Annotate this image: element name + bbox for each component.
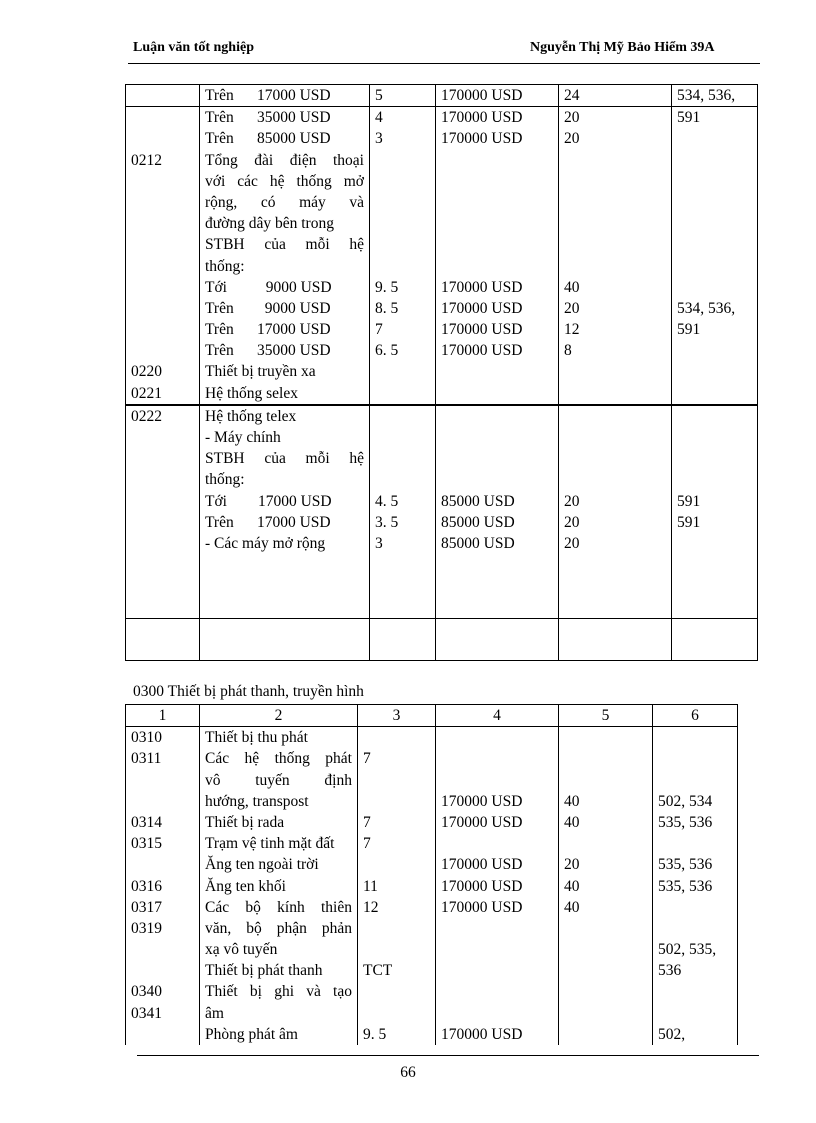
cell-empty	[126, 619, 200, 661]
cell-line	[564, 469, 666, 490]
cell-line	[564, 770, 647, 791]
cell-line: 591	[677, 321, 701, 339]
header-col-5: 5	[559, 705, 653, 727]
cell-line: 0314	[131, 813, 162, 831]
cell-line	[441, 833, 553, 854]
page-number: 66	[400, 1064, 416, 1081]
cell-line	[131, 448, 194, 469]
cell-line: 170000 USD	[441, 130, 523, 148]
cell-line	[441, 960, 553, 981]
cell-line	[658, 897, 732, 918]
cell-deductible: 24	[559, 85, 672, 107]
cell-line: 0340	[131, 983, 162, 1001]
cell-line: STBH của mỗi hệ	[205, 450, 364, 468]
cell-code	[126, 727, 200, 1045]
insurance-rate-table-continued	[125, 84, 758, 661]
cell-line: 20	[564, 513, 580, 531]
cell-line: 0317	[131, 898, 162, 916]
running-header-title: Luận văn tốt nghiệp	[133, 40, 254, 55]
broadcast-equipment-table	[125, 704, 738, 1045]
cell-line	[564, 1024, 647, 1045]
cell-line: 7	[363, 813, 371, 831]
cell-line	[131, 192, 194, 213]
cell-line	[131, 939, 194, 960]
cell-line: Hệ thống telex	[205, 407, 297, 425]
cell-line: Hệ thống selex	[205, 384, 298, 402]
cell-line	[564, 748, 647, 769]
cell-line: hướng, transpost	[205, 792, 309, 810]
header-col-4: 4	[436, 705, 559, 727]
cell-line	[441, 727, 553, 748]
cell-line: Trên 35000 USD	[205, 342, 331, 360]
cell-line: 9. 5	[363, 1025, 387, 1043]
cell-line	[658, 1003, 732, 1024]
cell-line: Thiết bị thu phát	[205, 729, 308, 747]
table-row	[126, 727, 738, 1045]
cell-line	[131, 256, 194, 277]
cell-line	[441, 256, 553, 277]
cell-line: 3. 5	[375, 513, 399, 531]
cell-deductible	[559, 107, 672, 405]
cell-line: Trên 85000 USD	[205, 130, 331, 148]
cell-line: 536	[658, 962, 682, 980]
cell-line: 9. 5	[375, 278, 399, 296]
cell-line	[441, 939, 553, 960]
cell-line	[441, 918, 553, 939]
header-col-2: 2	[200, 705, 358, 727]
cell-line: 6. 5	[375, 342, 399, 360]
cell-line	[677, 277, 752, 298]
cell-line: 170000 USD	[441, 342, 523, 360]
footer-divider	[137, 1055, 759, 1056]
cell-rate	[358, 727, 436, 1045]
cell-line: 170000 USD	[441, 1025, 523, 1043]
cell-clauses: 534, 536,	[672, 85, 758, 107]
cell-line: - Các máy mở rộng	[205, 534, 326, 552]
cell-line	[375, 448, 430, 469]
table-row	[126, 85, 758, 107]
cell-line	[441, 1003, 553, 1024]
cell-line	[564, 256, 666, 277]
cell-line	[375, 150, 430, 171]
cell-line	[564, 448, 666, 469]
cell-code	[126, 405, 200, 619]
cell-line: 170000 USD	[441, 321, 523, 339]
cell-line	[441, 748, 553, 769]
cell-description	[200, 727, 358, 1045]
cell-line	[677, 383, 752, 404]
section-title: 0300 Thiết bị phát thanh, truyền hình	[133, 683, 364, 700]
cell-line	[564, 427, 666, 448]
cell-line	[131, 277, 194, 298]
cell-limit	[436, 405, 559, 619]
cell-line	[564, 833, 647, 854]
cell-deductible	[559, 405, 672, 619]
cell-line	[441, 981, 553, 1002]
cell-line: STBH của mỗi hệ	[205, 236, 364, 254]
cell-deductible	[559, 727, 653, 1045]
cell-line	[441, 770, 553, 791]
cell-line: 7	[363, 835, 371, 853]
cell-line	[677, 406, 752, 427]
cell-line: 0212	[131, 151, 162, 169]
cell-line	[441, 469, 553, 490]
cell-line	[131, 171, 194, 192]
cell-line: 40	[564, 813, 580, 831]
cell-line: Trên 17000 USD	[205, 321, 331, 339]
cell-line	[677, 150, 752, 171]
cell-line: 170000 USD	[441, 813, 523, 831]
cell-rate	[370, 107, 436, 405]
cell-line	[441, 406, 553, 427]
cell-empty	[436, 619, 559, 661]
cell-line: đường dây bên trong	[205, 215, 334, 233]
cell-line: thống:	[205, 257, 245, 275]
cell-clauses	[653, 727, 738, 1045]
cell-line	[441, 213, 553, 234]
table2-viewport	[125, 704, 765, 1043]
cell-line: 20	[564, 534, 580, 552]
cell-line: 20	[564, 856, 580, 874]
cell-line	[131, 512, 194, 533]
cell-empty	[559, 619, 672, 661]
cell-line: Các bộ kính thiên	[205, 898, 352, 916]
cell-line: 502,	[658, 1025, 686, 1043]
cell-line: 170000 USD	[441, 792, 523, 810]
cell-line: Trên 17000 USD	[205, 513, 331, 531]
cell-limit: 170000 USD	[436, 85, 559, 107]
cell-line: 535, 536	[658, 877, 713, 895]
cell-line: thống:	[205, 471, 245, 489]
cell-line: 591	[677, 492, 701, 510]
cell-line: 0319	[131, 919, 162, 937]
cell-line	[564, 383, 666, 404]
cell-line: 3	[375, 534, 383, 552]
cell-line: Phòng phát âm	[205, 1025, 298, 1043]
cell-line: Ăng ten khối	[205, 877, 286, 895]
cell-line: 11	[363, 877, 378, 895]
cell-line: 8	[564, 342, 572, 360]
cell-line	[658, 770, 732, 791]
cell-line	[564, 918, 647, 939]
cell-line	[441, 234, 553, 255]
cell-line: Thiết bị rada	[205, 813, 285, 831]
cell-line: 20	[564, 299, 580, 317]
cell-line	[363, 939, 430, 960]
header-col-3: 3	[358, 705, 436, 727]
cell-line	[564, 361, 666, 382]
cell-line: TCT	[363, 962, 393, 980]
cell-line	[375, 213, 430, 234]
cell-line: 170000 USD	[441, 898, 523, 916]
cell-line: Thiết bị truyền xa	[205, 363, 316, 381]
header-col-1: 1	[126, 705, 200, 727]
cell-line	[131, 128, 194, 149]
cell-line: 170000 USD	[441, 856, 523, 874]
cell-line: 0341	[131, 1004, 162, 1022]
cell-line: 12	[363, 898, 379, 916]
cell-description	[200, 405, 370, 619]
cell-line	[375, 361, 430, 382]
cell-line	[677, 256, 752, 277]
cell-line	[441, 427, 553, 448]
cell-code	[126, 107, 200, 405]
cell-line	[441, 448, 553, 469]
cell-line	[564, 727, 647, 748]
cell-line	[375, 171, 430, 192]
cell-line	[677, 128, 752, 149]
cell-line: 40	[564, 278, 580, 296]
cell-line: Thiết bị phát thanh	[205, 962, 323, 980]
cell-line	[564, 406, 666, 427]
cell-line: 170000 USD	[441, 877, 523, 895]
cell-line	[658, 918, 732, 939]
cell-line: 170000 USD	[441, 299, 523, 317]
cell-line	[564, 981, 647, 1002]
cell-line: - Máy chính	[205, 429, 281, 447]
header-divider	[128, 63, 760, 64]
cell-line	[131, 427, 194, 448]
cell-line	[677, 361, 752, 382]
cell-line: vô tuyến định	[205, 771, 352, 789]
cell-line	[131, 319, 194, 340]
cell-line	[564, 150, 666, 171]
cell-line	[677, 469, 752, 490]
cell-line: 7	[363, 750, 371, 768]
cell-line: 20	[564, 109, 580, 127]
cell-code	[126, 85, 200, 107]
cell-empty	[370, 619, 436, 661]
table-row	[126, 107, 758, 405]
cell-line: 0222	[131, 407, 162, 425]
cell-description	[200, 107, 370, 405]
cell-line	[363, 791, 430, 812]
cell-line	[564, 192, 666, 213]
table-row	[126, 405, 758, 619]
cell-line: 591	[677, 513, 701, 531]
cell-line: 8. 5	[375, 299, 399, 317]
cell-line: 0310	[131, 729, 162, 747]
cell-line	[658, 727, 732, 748]
cell-line	[564, 1003, 647, 1024]
cell-line	[375, 469, 430, 490]
cell-limit	[436, 727, 559, 1045]
cell-line	[375, 383, 430, 404]
cell-line: Tới 17000 USD	[205, 492, 332, 510]
cell-empty	[200, 619, 370, 661]
cell-line	[677, 171, 752, 192]
cell-line: âm	[205, 1004, 224, 1022]
cell-line: 7	[375, 321, 383, 339]
cell-line	[677, 213, 752, 234]
cell-line: với các hệ thống mở	[205, 172, 364, 190]
cell-line	[363, 981, 430, 1002]
cell-line: 0316	[131, 877, 162, 895]
cell-line	[564, 234, 666, 255]
table-row-empty	[126, 619, 758, 661]
cell-line: 20	[564, 130, 580, 148]
cell-line	[441, 383, 553, 404]
cell-line: rộng, có máy và	[205, 193, 364, 211]
cell-line: Tới 9000 USD	[205, 278, 332, 296]
cell-line	[131, 960, 194, 981]
cell-line	[131, 298, 194, 319]
cell-line: 85000 USD	[441, 513, 515, 531]
cell-line: 502, 534	[658, 792, 713, 810]
cell-line	[131, 1024, 194, 1045]
cell-line: 170000 USD	[441, 278, 523, 296]
cell-line: 0221	[131, 384, 162, 402]
cell-line	[375, 192, 430, 213]
cell-line: 85000 USD	[441, 492, 515, 510]
cell-line	[677, 234, 752, 255]
cell-line	[375, 256, 430, 277]
cell-line	[677, 340, 752, 361]
header-col-6: 6	[653, 705, 738, 727]
cell-line	[677, 533, 752, 554]
cell-line: 85000 USD	[441, 534, 515, 552]
cell-line	[658, 981, 732, 1002]
cell-line	[131, 791, 194, 812]
cell-line: xạ vô tuyến	[205, 941, 278, 959]
cell-line: văn, bộ phận phản	[205, 919, 352, 937]
cell-line	[131, 533, 194, 554]
cell-line	[375, 406, 430, 427]
cell-line: 4	[375, 109, 383, 127]
running-header-author: Nguyễn Thị Mỹ Bảo Hiểm 39A	[530, 40, 715, 55]
cell-line	[658, 833, 732, 854]
cell-line	[131, 469, 194, 490]
cell-line	[375, 427, 430, 448]
cell-line: 0315	[131, 835, 162, 853]
cell-line	[363, 770, 430, 791]
cell-line: Trạm vệ tinh mặt đất	[205, 835, 335, 853]
cell-line	[131, 854, 194, 875]
cell-line: 40	[564, 877, 580, 895]
cell-rate: 5	[370, 85, 436, 107]
cell-clauses	[672, 107, 758, 405]
cell-line: 0220	[131, 363, 162, 381]
cell-line	[131, 770, 194, 791]
cell-line	[131, 107, 194, 128]
cell-line: Tổng đài điện thoại	[205, 151, 364, 169]
cell-line	[441, 171, 553, 192]
cell-line	[363, 918, 430, 939]
cell-line: Ăng ten ngoài trời	[205, 856, 319, 874]
cell-line	[131, 213, 194, 234]
cell-clauses	[672, 405, 758, 619]
cell-line	[363, 854, 430, 875]
cell-line: Trên 35000 USD	[205, 109, 331, 127]
cell-line	[375, 234, 430, 255]
cell-line	[131, 340, 194, 361]
cell-line	[363, 1003, 430, 1024]
cell-line: 0311	[131, 750, 162, 768]
cell-empty	[672, 619, 758, 661]
cell-line	[564, 939, 647, 960]
cell-line: 535, 536	[658, 813, 713, 831]
cell-description: Trên 17000 USD	[200, 85, 370, 107]
cell-line	[677, 192, 752, 213]
cell-line	[564, 171, 666, 192]
cell-rate	[370, 405, 436, 619]
cell-line	[363, 727, 430, 748]
cell-line: 4. 5	[375, 492, 399, 510]
cell-line	[564, 213, 666, 234]
cell-line: 535, 536	[658, 856, 713, 874]
cell-line: 20	[564, 492, 580, 510]
cell-line	[441, 361, 553, 382]
cell-line: 40	[564, 898, 580, 916]
cell-line	[131, 491, 194, 512]
cell-line: 40	[564, 792, 580, 810]
cell-line	[131, 234, 194, 255]
cell-line	[677, 427, 752, 448]
cell-line	[441, 150, 553, 171]
cell-line: 502, 535,	[658, 941, 717, 959]
cell-line	[441, 192, 553, 213]
cell-line	[658, 748, 732, 769]
cell-line	[677, 448, 752, 469]
cell-line: Các hệ thống phát	[205, 750, 352, 768]
cell-line	[564, 960, 647, 981]
cell-line: 591	[677, 109, 701, 127]
cell-line: Trên 9000 USD	[205, 299, 331, 317]
cell-limit	[436, 107, 559, 405]
cell-line: Thiết bị ghi và tạo	[205, 983, 352, 1001]
cell-line: 12	[564, 321, 580, 339]
cell-line: 3	[375, 130, 383, 148]
cell-line: 170000 USD	[441, 109, 523, 127]
cell-line: 534, 536,	[677, 299, 736, 317]
table-header-row	[126, 705, 738, 727]
